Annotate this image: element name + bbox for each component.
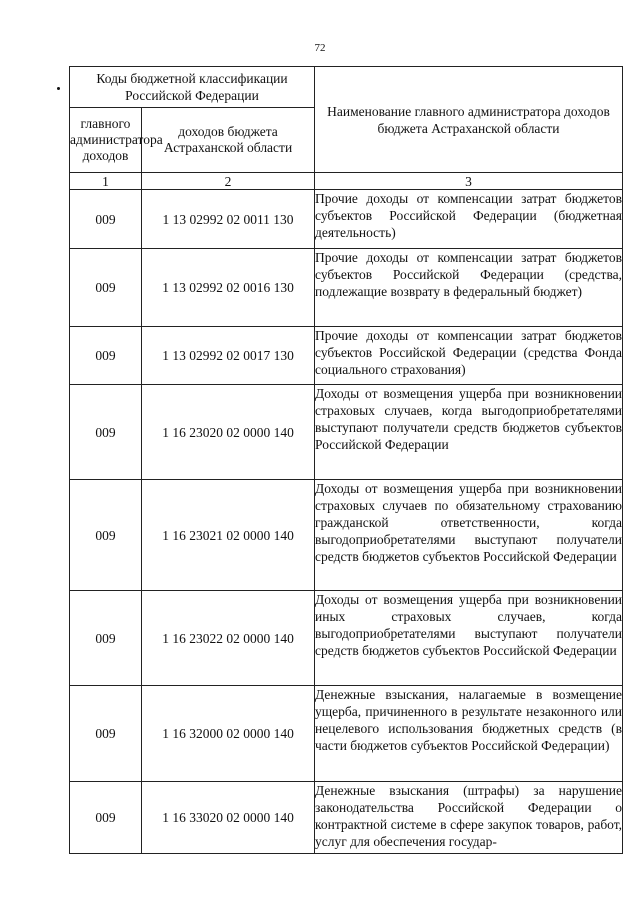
table-row — [70, 480, 623, 591]
header-group-title: Коды бюджетной классификации Российской Федерации — [70, 67, 315, 108]
column-number-3: 3 — [315, 173, 623, 190]
margin-mark — [57, 87, 60, 90]
header-col-income: доходов бюджета Астраханской области — [142, 108, 315, 173]
admin-code: 009 — [70, 591, 142, 686]
table-row — [70, 385, 623, 480]
income-name: Денежные взыскания (штрафы) за нарушение законодательства Российской Федерации о контрактной системе в сфере закупок товаров, работ, услуг для обеспечения государ- — [315, 782, 623, 854]
admin-code: 009 — [70, 190, 142, 249]
admin-code: 009 — [70, 249, 142, 327]
column-number-1: 1 — [70, 173, 142, 190]
income-name: Доходы от возмещения ущерба при возникновении страховых случаев по обязательному страхованию гражданской ответственности, когда выгодоприобретателями выступают получатели средств бюджетов субъектов Российской Федерации — [315, 480, 623, 591]
income-code: 1 16 23020 02 0000 140 — [142, 385, 315, 480]
header-admin-name: Наименование главного администратора доходов бюджета Астраханской области — [315, 67, 623, 173]
table-row — [70, 190, 623, 249]
table-row — [70, 249, 623, 327]
table-row — [70, 782, 623, 854]
income-code: 1 16 33020 02 0000 140 — [142, 782, 315, 854]
income-code: 1 13 02992 02 0016 130 — [142, 249, 315, 327]
income-code: 1 13 02992 02 0011 130 — [142, 190, 315, 249]
income-code: 1 16 32000 02 0000 140 — [142, 686, 315, 782]
table-row — [70, 327, 623, 385]
admin-code: 009 — [70, 686, 142, 782]
income-code: 1 13 02992 02 0017 130 — [142, 327, 315, 385]
page-number: 72 — [314, 42, 326, 54]
header-col-admin: главного администратора доходов — [70, 108, 142, 173]
admin-code: 009 — [70, 480, 142, 591]
income-name: Прочие доходы от компенсации затрат бюджетов субъектов Российской Федерации (средства Фонда социального страхования) — [315, 327, 623, 385]
income-code: 1 16 23022 02 0000 140 — [142, 591, 315, 686]
income-name: Прочие доходы от компенсации затрат бюджетов субъектов Российской Федерации (бюджетная деятельность) — [315, 190, 623, 249]
admin-code: 009 — [70, 327, 142, 385]
income-name: Доходы от возмещения ущерба при возникновении иных страховых случаев, когда выгодоприобретателями выступают получатели средств бюджетов субъектов Российской Федерации — [315, 591, 623, 686]
income-code: 1 16 23021 02 0000 140 — [142, 480, 315, 591]
admin-code: 009 — [70, 385, 142, 480]
income-name: Доходы от возмещения ущерба при возникновении страховых случаев, когда выгодоприобретателями выступают получатели средств бюджетов субъектов Российской Федерации — [315, 385, 623, 480]
income-name: Прочие доходы от компенсации затрат бюджетов субъектов Российской Федерации (средства, подлежащие возврату в федеральный бюджет) — [315, 249, 623, 327]
income-name: Денежные взыскания, налагаемые в возмещение ущерба, причиненного в результате незаконного или нецелевого использования бюджетных средств (в части бюджетов субъектов Российской Федерации) — [315, 686, 623, 782]
table-row — [70, 591, 623, 686]
budget-classification-table — [69, 66, 623, 854]
admin-code: 009 — [70, 782, 142, 854]
table-row — [70, 686, 623, 782]
column-number-2: 2 — [142, 173, 315, 190]
